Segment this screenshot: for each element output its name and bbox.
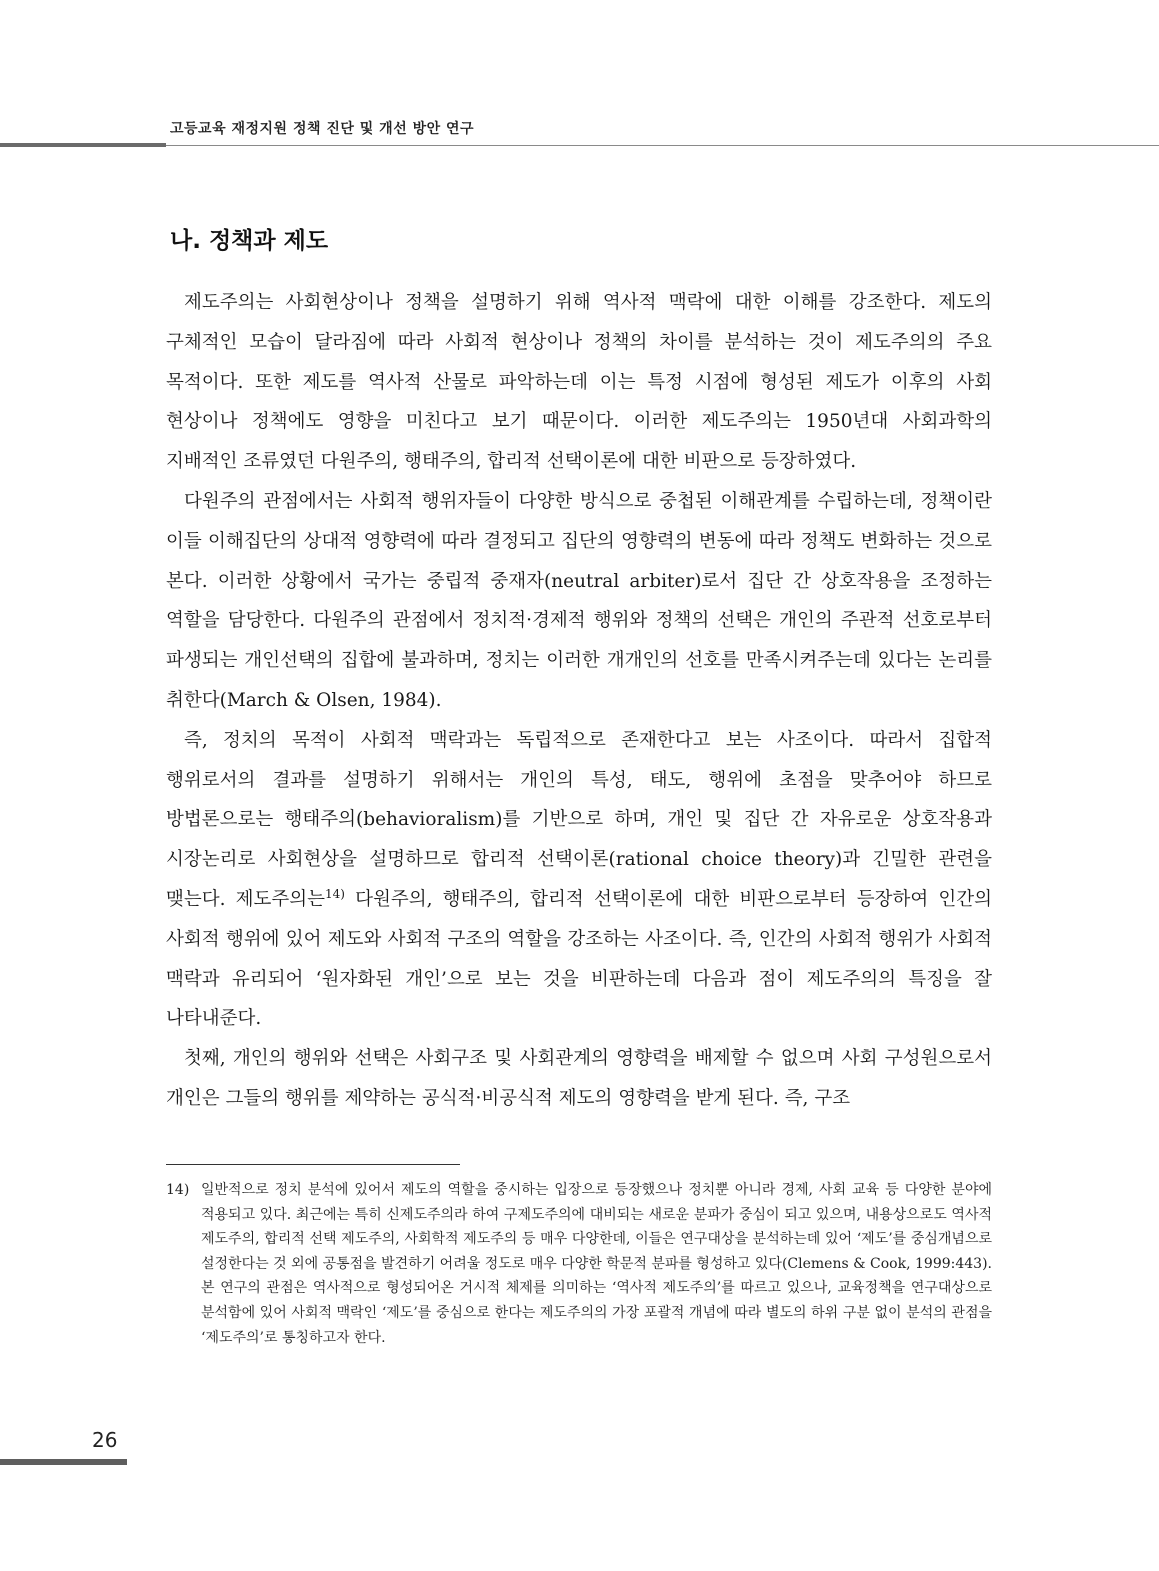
page-number: 26 [92, 1428, 118, 1452]
footnote-reference[interactable]: 14) [325, 886, 345, 901]
paragraph: 첫째, 개인의 행위와 선택은 사회구조 및 사회관계의 영향력을 배제할 수 없으며 사회 구성원으로서 개인은 그들의 행위를 제약하는 공식적·비공식적 제도의 영향력을 받게 된다. 즉, 구조 [166, 1048, 992, 1109]
footnote-divider [166, 1164, 460, 1165]
header-rule-line [166, 145, 1159, 146]
paragraph [166, 721, 992, 1039]
footnote-text: 일반적으로 정치 분석에 있어서 제도의 역할을 중시하는 입장으로 등장했으나 정치뿐 아니라 경제, 사회 교육 등 다양한 분야에 적용되고 있다. 최근에는 특히 신제도주의라 하여 구제도주의에 대비되는 새로운 분파가 중심이 되고 있으며, 내용상으로도 역사적 제도주의, 합리적 선택 제도주의, 사회학적 제도주의 등 매우 다양한데, 이들은 연구대상을 분석하는데 있어 ‘제도’를 중심개념으로 설정한다는 것 외에 공통점을 발견하기 어려울 정도로 매우 다양한 학문적 분파를 형성하고 있다(Clemens & Cook, 1999:443). 본 연구의 관점은 역사적으로 형성되어온 거시적 체제를 의미하는 ‘역사적 제도주의’를 따르고 있으나, 교육정책을 연구대상으로 분석함에 있어 사회적 맥락인 ‘제도’를 중심으로 한다는 제도주의의 가장 포괄적 개념에 따라 별도의 하위 구분 없이 분석의 관점을 ‘제도주의’로 통칭하고자 한다. [201, 1182, 992, 1346]
paragraph: 다원주의 관점에서는 사회적 행위자들이 다양한 방식으로 중첩된 이해관계를 수립하는데, 정책이란 이들 이해집단의 상대적 영향력에 따라 결정되고 집단의 영향력의 변동에 따라 정책도 변화하는 것으로 본다. 이러한 상황에서 국가는 중립적 중재자(neutral arbiter)로서 집단 간 상호작용을 조정하는 역할을 담당한다. 다원주의 관점에서 정치적·경제적 행위와 정책의 선택은 개인의 주관적 선호로부터 파생되는 개인선택의 집합에 불과하며, 정치는 이러한 개개인의 선호를 만족시켜주는데 있다는 논리를 취한다(March & Olsen, 1984). [166, 490, 992, 711]
section-title: 나. 정책과 제도 [170, 228, 329, 254]
paragraph: 제도주의는 사회현상이나 정책을 설명하기 위해 역사적 맥락에 대한 이해를 강조한다. 제도의 구체적인 모습이 달라짐에 따라 사회적 현상이나 정책의 차이를 분석하는 것이 제도주의의 주요 목적이다. 또한 제도를 역사적 산물로 파악하는데 이는 특정 시점에 형성된 제도가 이후의 사회 현상이나 정책에도 영향을 미친다고 보기 때문이다. 이러한 제도주의는 1950년대 사회과학의 지배적인 조류였던 다원주의, 행태주의, 합리적 선택이론에 대한 비판으로 등장하였다. [166, 292, 992, 473]
header-rule [0, 143, 166, 147]
footnote-number: 14) [166, 1182, 190, 1198]
paragraph-text: 즉, 정치의 목적이 사회적 맥락과는 독립적으로 존재한다고 보는 사조이다. 따라서 집합적 행위로서의 결과를 설명하기 위해서는 개인의 특성, 태도, 행위에 초점을 맞추어야 하므로 방법론으로는 행태주의(behavioralism)를 기반으로 하며, 개인 및 집단 간 자유로운 상호작용과 시장논리로 사회현상을 설명하므로 합리적 선택이론(rational choice theory)과 긴밀한 관련을 맺는다. 제도주의는 [166, 729, 992, 910]
footer-rule [0, 1459, 127, 1465]
body-text [166, 283, 992, 1119]
running-header: 고등교육 재정지원 정책 진단 및 개선 방안 연구 [170, 121, 475, 137]
paragraph-text: 다원주의, 행태주의, 합리적 선택이론에 대한 비판으로부터 등장하여 인간의 사회적 행위에 있어 제도와 사회적 구조의 역할을 강조하는 사조이다. 즉, 인간의 사회적 행위가 사회적 맥락과 유리되어 ‘원자화된 개인’으로 보는 것을 비판하는데 다음과 점이 제도주의의 특징을 잘 나타내준다. [166, 888, 993, 1030]
footnote [166, 1178, 992, 1350]
